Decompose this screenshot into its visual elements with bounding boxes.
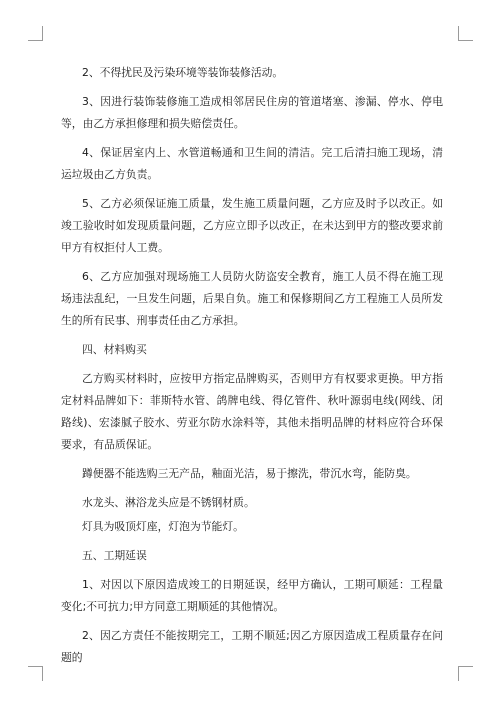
delay-clause-1: 1、对因以下原因造成竣工的日期延误，经甲方确认，工期可顺延：工程量变化;不可抗力;甲方同意工期顺延的其他情况。 [61, 578, 443, 613]
clause-5: 5、乙方必须保证施工质量，发生施工质量问题，乙方应及时予以改正。如竣工验收时如发现质量问题，乙方应立即予以改正，在未达到甲方的整改要求前甲方有权拒付人工费。 [61, 197, 443, 254]
clause-2: 2、不得扰民及污染环境等装饰装修活动。 [82, 66, 284, 79]
section-heading-materials: 四、材料购买 [82, 343, 147, 356]
materials-faucet: 水龙头、淋浴龙头应是不锈钢材质。 [82, 496, 255, 509]
materials-brands: 乙方购买材料时，应按甲方指定品牌购买，否则甲方有权要求更换。甲方指定材料品牌如下：菲斯特水管、鸽牌电线、得亿管件、秋叶源弱电线(网线、闭路线)、宏漆腻子胶水、劳亚尔防水涂料等，其他未指明品牌的材料应符合环保要求，有品质保证。 [61, 372, 443, 451]
clause-6: 6、乙方应加强对现场施工人员防火防盗安全教育，施工人员不得在施工现场违法乱纪，一旦发生问题，后果自负。施工和保修期间乙方工程施工人员所发生的所有民事、刑事责任由乙方承担。 [61, 270, 443, 327]
section-heading-delay: 五、工期延误 [82, 549, 147, 562]
clause-3: 3、因进行装饰装修施工造成相邻居民住房的管道堵塞、渗漏、停水、停电等，由乙方承担修理和损失赔偿责任。 [61, 95, 443, 130]
materials-lighting: 灯具为吸顶灯座，灯泡为节能灯。 [82, 520, 244, 533]
crop-mark-top-right [458, 26, 473, 41]
crop-mark-top-left [28, 26, 43, 41]
crop-mark-bottom-left [28, 666, 43, 681]
clause-4: 4、保证居室内上、水管道畅通和卫生间的清洁。完工后清扫施工现场，清运垃圾由乙方负责。 [61, 146, 443, 181]
materials-toilet: 蹲便器不能选购三无产品，釉面光洁，易于擦洗，带沉水弯，能防臭。 [82, 467, 417, 480]
crop-mark-bottom-right [458, 666, 473, 681]
delay-clause-2: 2、因乙方责任不能按期完工，工期不顺延;因乙方原因造成工程质量存在问题的 [61, 629, 443, 664]
document-body [61, 62, 443, 676]
